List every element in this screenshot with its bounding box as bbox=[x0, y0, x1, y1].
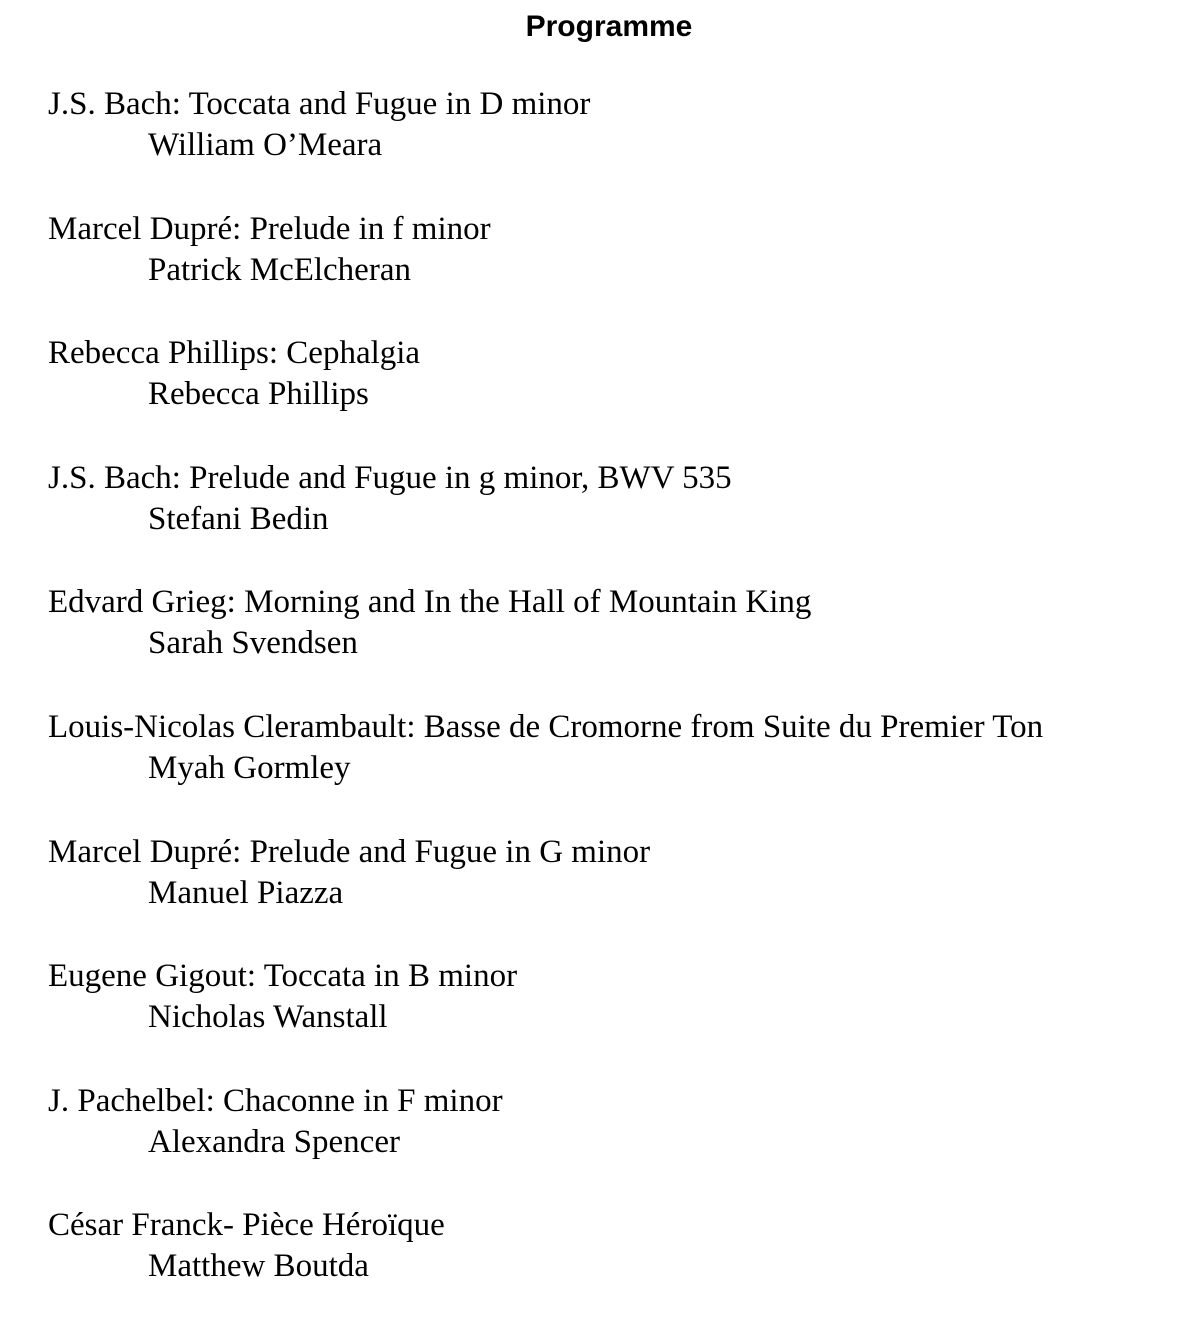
list-item bbox=[48, 832, 1178, 957]
piece-title: Marcel Dupré: Prelude and Fugue in G minor bbox=[48, 833, 651, 870]
performer-name: Myah Gormley bbox=[148, 749, 351, 786]
list-item bbox=[48, 458, 1178, 583]
piece-title: Eugene Gigout: Toccata in B minor bbox=[48, 958, 518, 995]
performer-name: Stefani Bedin bbox=[148, 500, 329, 537]
list-item bbox=[48, 707, 1178, 832]
performer-name: Patrick McElcheran bbox=[148, 251, 411, 288]
piece-title: Marcel Dupré: Prelude in f minor bbox=[48, 210, 491, 247]
performer-name: Alexandra Spencer bbox=[148, 1123, 400, 1160]
piece-title: J.S. Bach: Prelude and Fugue in g minor, BWV 535 bbox=[48, 459, 732, 496]
piece-title: J. Pachelbel: Chaconne in F minor bbox=[48, 1082, 503, 1119]
performer-name: Matthew Boutda bbox=[148, 1248, 369, 1285]
piece-title: César Franck- Pièce Héroïque bbox=[48, 1207, 445, 1244]
list-item bbox=[48, 582, 1178, 707]
list-item bbox=[48, 1205, 1178, 1330]
page-title: Programme bbox=[525, 10, 693, 43]
piece-title: J.S. Bach: Toccata and Fugue in D minor bbox=[48, 86, 591, 122]
performer-name: Manuel Piazza bbox=[148, 874, 344, 911]
list-item bbox=[48, 333, 1178, 458]
performer-name: Nicholas Wanstall bbox=[148, 999, 388, 1036]
list-item bbox=[48, 956, 1178, 1081]
piece-title: Louis-Nicolas Clerambault: Basse de Cromorne from Suite du Premier Ton bbox=[48, 708, 1044, 745]
piece-title: Edvard Grieg: Morning and In the Hall of Mountain King bbox=[48, 584, 812, 621]
performer-name: William O’Meara bbox=[148, 127, 383, 163]
list-item bbox=[48, 1081, 1178, 1206]
list-item bbox=[48, 84, 1178, 209]
piece-title: Rebecca Phillips: Cephalgia bbox=[48, 335, 421, 372]
programme-list bbox=[48, 84, 1178, 1330]
list-item bbox=[48, 209, 1178, 334]
performer-name: Rebecca Phillips bbox=[148, 376, 369, 413]
performer-name: Sarah Svendsen bbox=[148, 625, 358, 662]
